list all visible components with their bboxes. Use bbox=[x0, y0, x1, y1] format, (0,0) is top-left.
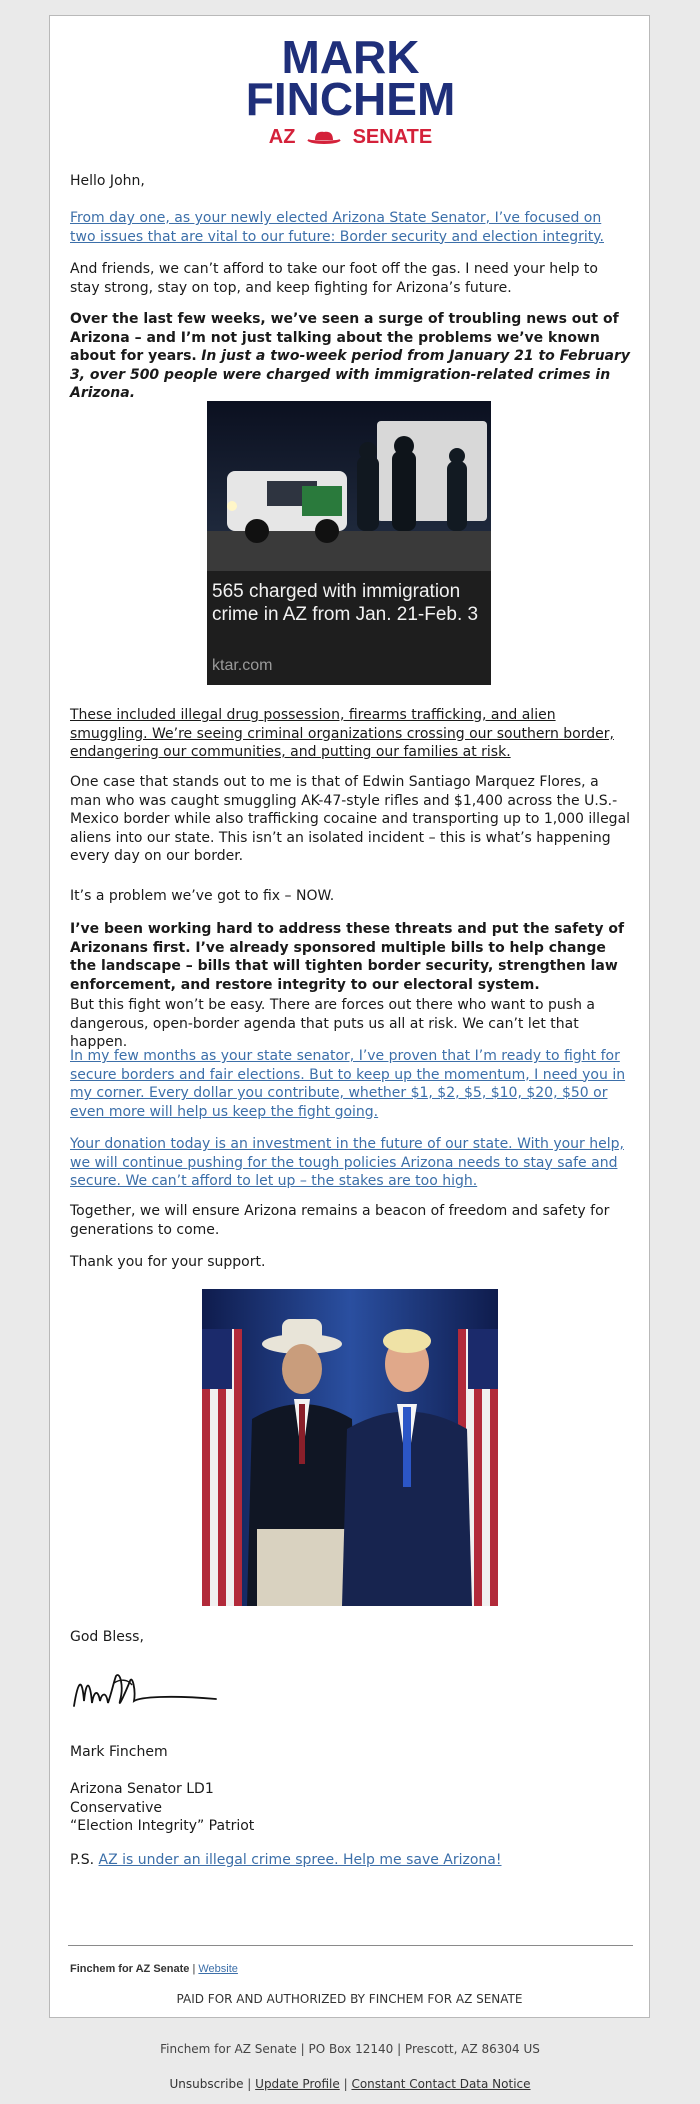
logo-senate: SENATE bbox=[352, 126, 433, 148]
paragraph-foot-off-gas: And friends, we can’t afford to take our foot off the gas. I need your help to stay strong, stay on top, and keep fighting for Arizona’s future. bbox=[70, 261, 598, 296]
footer-separator: | bbox=[192, 1963, 196, 1975]
paragraph-fix-now: It’s a problem we’ve got to fix – NOW. bbox=[70, 888, 335, 904]
paragraph-surge-news bbox=[70, 310, 631, 403]
paid-for-disclaimer: PAID FOR AND AUTHORIZED BY FINCHEM FOR AZ SENATE bbox=[176, 1992, 523, 2006]
news-source: ktar.com bbox=[212, 657, 273, 674]
news-headline: 565 charged with immigration crime in AZ from Jan. 21-Feb. 3 bbox=[212, 581, 479, 625]
footer-website-link[interactable]: Website bbox=[198, 1963, 238, 1975]
surge-italic-text: In just a two-week period from January 21 to February 3, over 500 people were charged with immigration-related crimes in Arizona. bbox=[70, 348, 631, 401]
email-card bbox=[49, 15, 650, 2018]
logo-line-finchem: FINCHEM bbox=[245, 73, 456, 125]
signer-title-line1: Arizona Senator LD1 bbox=[70, 1781, 214, 1797]
paragraph-together: Together, we will ensure Arizona remains a beacon of freedom and safety for generations to come. bbox=[70, 1203, 610, 1238]
ps-prefix: P.S. bbox=[70, 1852, 95, 1868]
paragraph-thank-you: Thank you for your support. bbox=[70, 1254, 266, 1270]
paragraph-bills-sponsored: I’ve been working hard to address these threats and put the safety of Arizonans first. I’ve already sponsored multiple bills to help change the landscape – bills that will tighten border security, strengthen law enforcement, and restore integrity to our electoral system. bbox=[70, 921, 625, 993]
update-profile-link[interactable]: Update Profile bbox=[255, 2077, 340, 2091]
portrait-photo bbox=[202, 1289, 498, 1606]
surge-bold-text: Over the last few weeks, we’ve seen a surge of troubling news out of Arizona – and I’m not just talking about the problems we’ve known about for years. bbox=[70, 311, 619, 364]
two-men-portrait-image bbox=[202, 1289, 498, 1606]
signer-title-line3: “Election Integrity” Patriot bbox=[70, 1818, 255, 1834]
signer-name: Mark Finchem bbox=[70, 1744, 168, 1760]
logo-line-mark: MARK bbox=[281, 31, 420, 83]
card-footer-org-line bbox=[70, 1963, 631, 1975]
investment-donate-link[interactable]: Your donation today is an investment in the future of our state. With your help, we will continue pushing for the tough policies Arizona needs to stay safe and secure. We can’t afford to let up – the stakes are too high. bbox=[70, 1136, 624, 1189]
footer-links-separator: | bbox=[247, 2077, 252, 2091]
ps-donate-link[interactable]: AZ is under an illegal crime spree. Help me save Arizona! bbox=[98, 1852, 502, 1868]
footer-org-name: Finchem for AZ Senate bbox=[70, 1963, 190, 1975]
page-footer-address: Finchem for AZ Senate | PO Box 12140 | Prescott, AZ 86304 US bbox=[160, 2042, 540, 2056]
paragraph-case-story: One case that stands out to me is that of Edwin Santiago Marquez Flores, a man who was caught smuggling AK-47-style rifles and $1,400 across the U.S.-Mexico border while also trafficking cocaine and transporting up to 1,000 illegal aliens into our state. This isn’t an isolated incident – this is what’s happening every day on our border. bbox=[70, 774, 631, 864]
signer-title-line2: Conservative bbox=[70, 1799, 163, 1816]
news-image[interactable] bbox=[207, 401, 491, 685]
footer-divider bbox=[68, 1945, 633, 1946]
god-bless: God Bless, bbox=[70, 1629, 144, 1645]
paragraph-fight-not-easy: But this fight won’t be easy. There are forces out there who want to push a dangerous, open-border agenda that puts us all at risk. We can’t let that happen. bbox=[70, 997, 595, 1050]
page-footer-links bbox=[0, 2077, 700, 2091]
greeting: Hello John, bbox=[70, 173, 145, 189]
unsubscribe-link[interactable]: Unsubscribe bbox=[169, 2077, 244, 2091]
footer-links-separator-2: | bbox=[343, 2077, 348, 2091]
data-notice-link[interactable]: Constant Contact Data Notice bbox=[351, 2077, 531, 2091]
intro-donate-link[interactable]: From day one, as your newly elected Arizona State Senator, I’ve focused on two issues that are vital to our future: Border security and election integrity. bbox=[70, 210, 604, 245]
postscript bbox=[70, 1851, 631, 1870]
logo-line-az-senate bbox=[50, 124, 651, 150]
cowboy-hat-icon bbox=[307, 130, 341, 146]
contribute-donate-link[interactable]: In my few months as your state senator, I’ve proven that I’m ready to fight for secure borders and fair elections. But to keep up the momentum, I need you in my corner. Every dollar you contribute, whether $1, $2, $5, $10, $20, $50 or even more will help us keep the fight going. bbox=[70, 1048, 626, 1120]
paragraph-crimes-list: These included illegal drug possession, firearms trafficking, and alien smuggling. We’re seeing criminal organizations crossing our southern border, endangering our communities, and putting our families at risk. bbox=[70, 707, 614, 760]
night-border-scene-image bbox=[207, 401, 491, 685]
campaign-logo[interactable] bbox=[50, 31, 651, 150]
logo-az: AZ bbox=[268, 126, 296, 148]
handwritten-signature bbox=[70, 1661, 220, 1721]
